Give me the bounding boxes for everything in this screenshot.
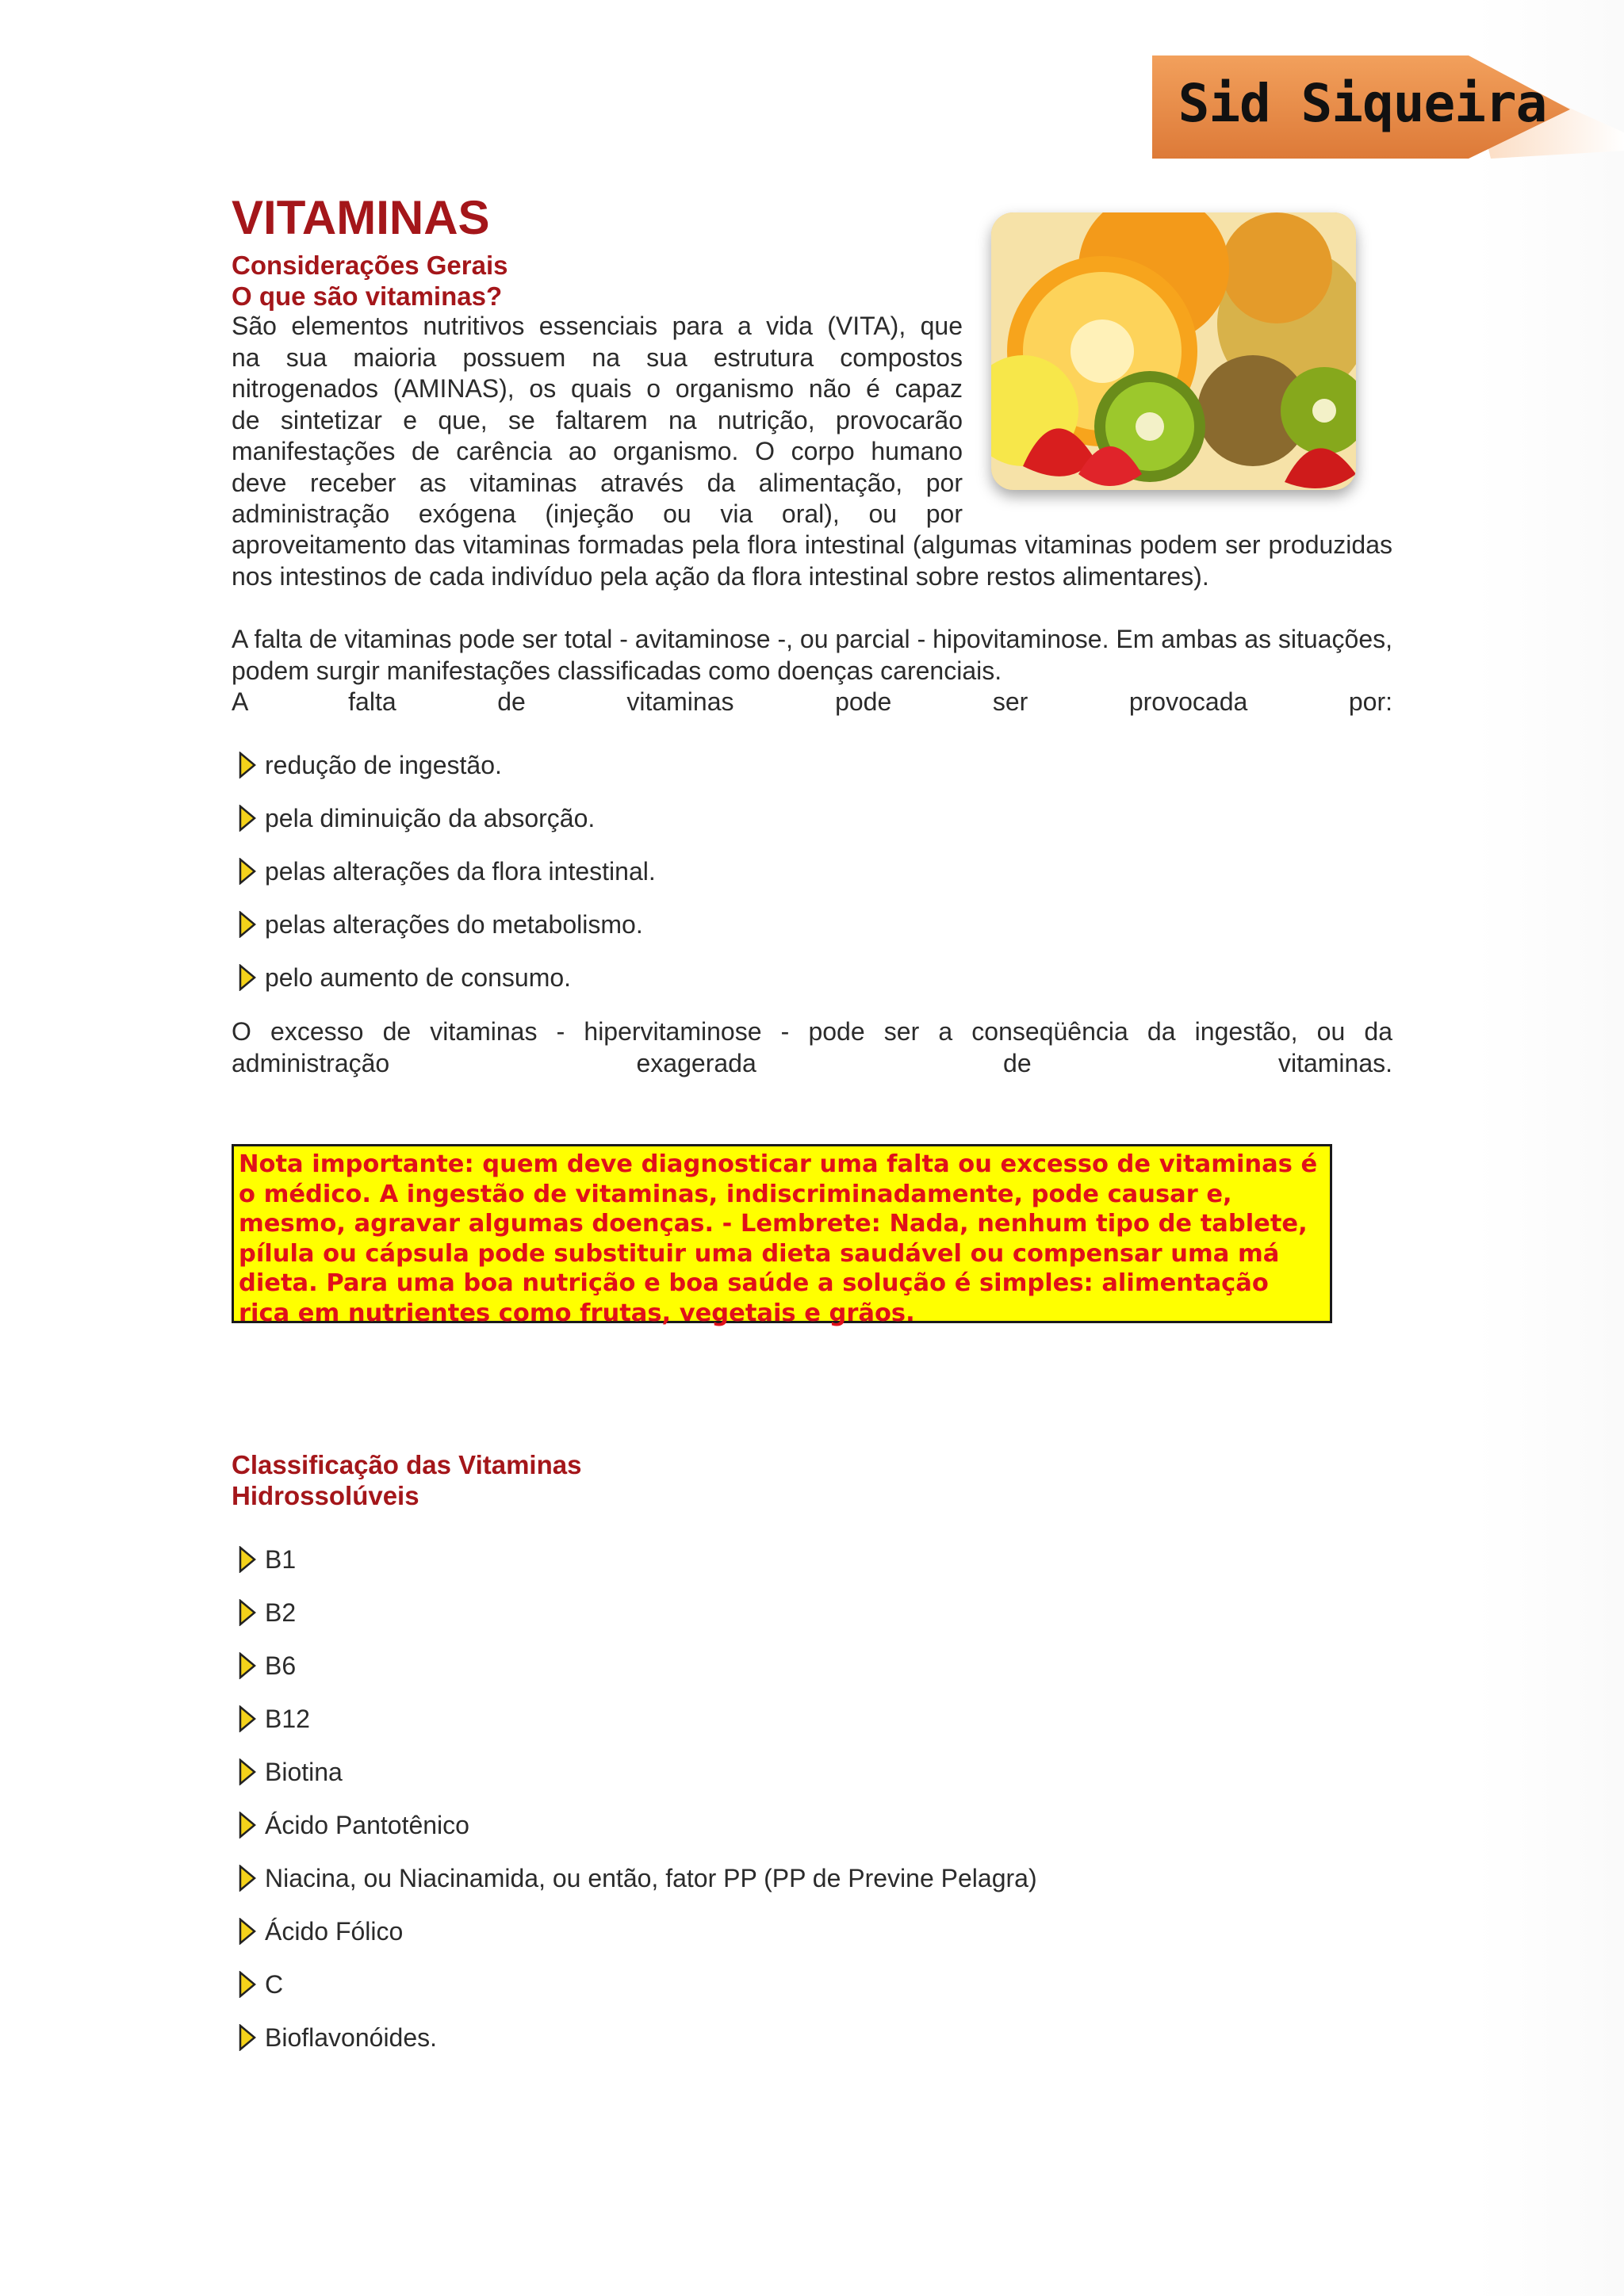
list-item-label: C	[265, 1970, 284, 1999]
list-item-label: pelo aumento de consumo.	[265, 963, 572, 992]
list-item	[238, 1703, 1037, 1756]
excesso-paragraph	[232, 1016, 1392, 1079]
list-item-label: pelas alterações do metabolismo.	[265, 910, 643, 939]
arrow-bullet-icon	[238, 1546, 257, 1573]
logo-text: Sid Siqueira	[1178, 73, 1547, 134]
list-item-label: B1	[265, 1545, 297, 1574]
causes-list	[238, 749, 656, 1015]
list-item	[238, 1544, 1037, 1597]
list-item	[238, 855, 656, 909]
list-item-label: Biotina	[265, 1758, 343, 1786]
list-item	[238, 1862, 1037, 1915]
intro-line: nitrogenados (AMINAS), os quais o organismo não é capaz	[232, 374, 963, 403]
arrow-bullet-icon	[238, 1599, 257, 1626]
arrow-bullet-icon	[238, 1812, 257, 1839]
intro-line: deve receber as vitaminas através da alimentação, por	[232, 468, 963, 497]
arrow-bullet-icon	[238, 1758, 257, 1785]
intro-paragraph	[232, 311, 963, 530]
intro-line: de sintetizar e que, se faltarem na nutrição, provocarão	[232, 405, 963, 434]
list-item	[238, 909, 656, 962]
arrow-bullet-icon	[238, 858, 257, 885]
hydrosoluble-heading: Hidrossolúveis	[232, 1481, 419, 1510]
excesso-line: administração exagerada de vitaminas.	[232, 1048, 1392, 1077]
list-item-label: B12	[265, 1705, 310, 1733]
arrow-bullet-icon	[238, 1918, 257, 1945]
list-item	[238, 1969, 1037, 2022]
excesso-line: O excesso de vitaminas - hipervitaminose - pode ser a conseqüência da ingestão, ou da	[232, 1017, 1392, 1046]
list-item	[238, 1809, 1037, 1862]
list-item-label: Bioflavonóides.	[265, 2023, 438, 2052]
list-item-label: Ácido Fólico	[265, 1917, 404, 1946]
arrow-bullet-icon	[238, 911, 257, 938]
page-edge	[1475, 0, 1624, 2296]
list-item	[238, 1756, 1037, 1809]
list-item	[238, 1915, 1037, 1969]
list-item	[238, 962, 656, 1015]
arrow-bullet-icon	[238, 805, 257, 832]
arrow-bullet-icon	[238, 1971, 257, 1998]
arrow-bullet-icon	[238, 1652, 257, 1679]
list-item-label: redução de ingestão.	[265, 751, 502, 779]
intro-line: na sua maioria possuem na sua estrutura compostos	[232, 342, 963, 372]
list-item-label: Ácido Pantotênico	[265, 1811, 469, 1839]
classification-heading: Classificação das Vitaminas	[232, 1450, 582, 1479]
page-title: VITAMINAS	[232, 191, 490, 244]
falta-paragraph: A falta de vitaminas pode ser total - avitaminose -, ou parcial - hipovitaminose. Em ambas as situações, podem surgir manifestações classificadas como doenças carenciais.	[232, 625, 1392, 685]
arrow-bullet-icon	[238, 1865, 257, 1892]
vitamins-list	[238, 1544, 1037, 2075]
intro-continued: aproveitamento das vitaminas formadas pela flora intestinal (algumas vitaminas podem ser produzidas nos intestinos de cada indivíduo pela ação da flora intestinal sobre restos alimentares).	[232, 530, 1392, 591]
list-item	[238, 1597, 1037, 1650]
list-item	[238, 2022, 1037, 2075]
intro-line: manifestações de carência ao organismo. O corpo humano	[232, 437, 963, 465]
arrow-bullet-icon	[238, 752, 257, 779]
list-item	[238, 749, 656, 802]
falta-provocada: A falta de vitaminas pode ser provocada por:	[232, 687, 1392, 716]
list-item	[238, 1650, 1037, 1703]
list-item	[238, 802, 656, 855]
list-item-label: B2	[265, 1598, 297, 1627]
fruit-image	[991, 212, 1356, 490]
arrow-bullet-icon	[238, 1705, 257, 1732]
list-item-label: B6	[265, 1651, 297, 1680]
question-heading: O que são vitaminas?	[232, 281, 503, 311]
list-item-label: Niacina, ou Niacinamida, ou então, fator PP (PP de Previne Pelagra)	[265, 1864, 1037, 1892]
arrow-bullet-icon	[238, 964, 257, 991]
intro-line: administração exógena (injeção ou via oral), ou por	[232, 499, 963, 528]
logo-banner	[1150, 55, 1624, 160]
section-heading: Considerações Gerais	[232, 251, 508, 280]
arrow-bullet-icon	[238, 2024, 257, 2051]
list-item-label: pelas alterações da flora intestinal.	[265, 857, 656, 886]
intro-line: São elementos nutritivos essenciais para a vida (VITA), que	[232, 312, 963, 340]
list-item-label: pela diminuição da absorção.	[265, 804, 596, 832]
important-note: Nota importante: quem deve diagnosticar uma falta ou excesso de vitaminas é o médico. A ingestão de vitaminas, indiscriminadamente, pode causar e, mesmo, agravar algumas doenças. - Lembrete: Nada, nenhum tipo de tablete, pílula ou cápsula pode substituir uma dieta saudável ou compensar uma má dieta. Para uma boa nutrição e boa saúde a solução é simples: alimentação rica em nutrientes como frutas, vegetais e grãos.	[232, 1144, 1332, 1323]
